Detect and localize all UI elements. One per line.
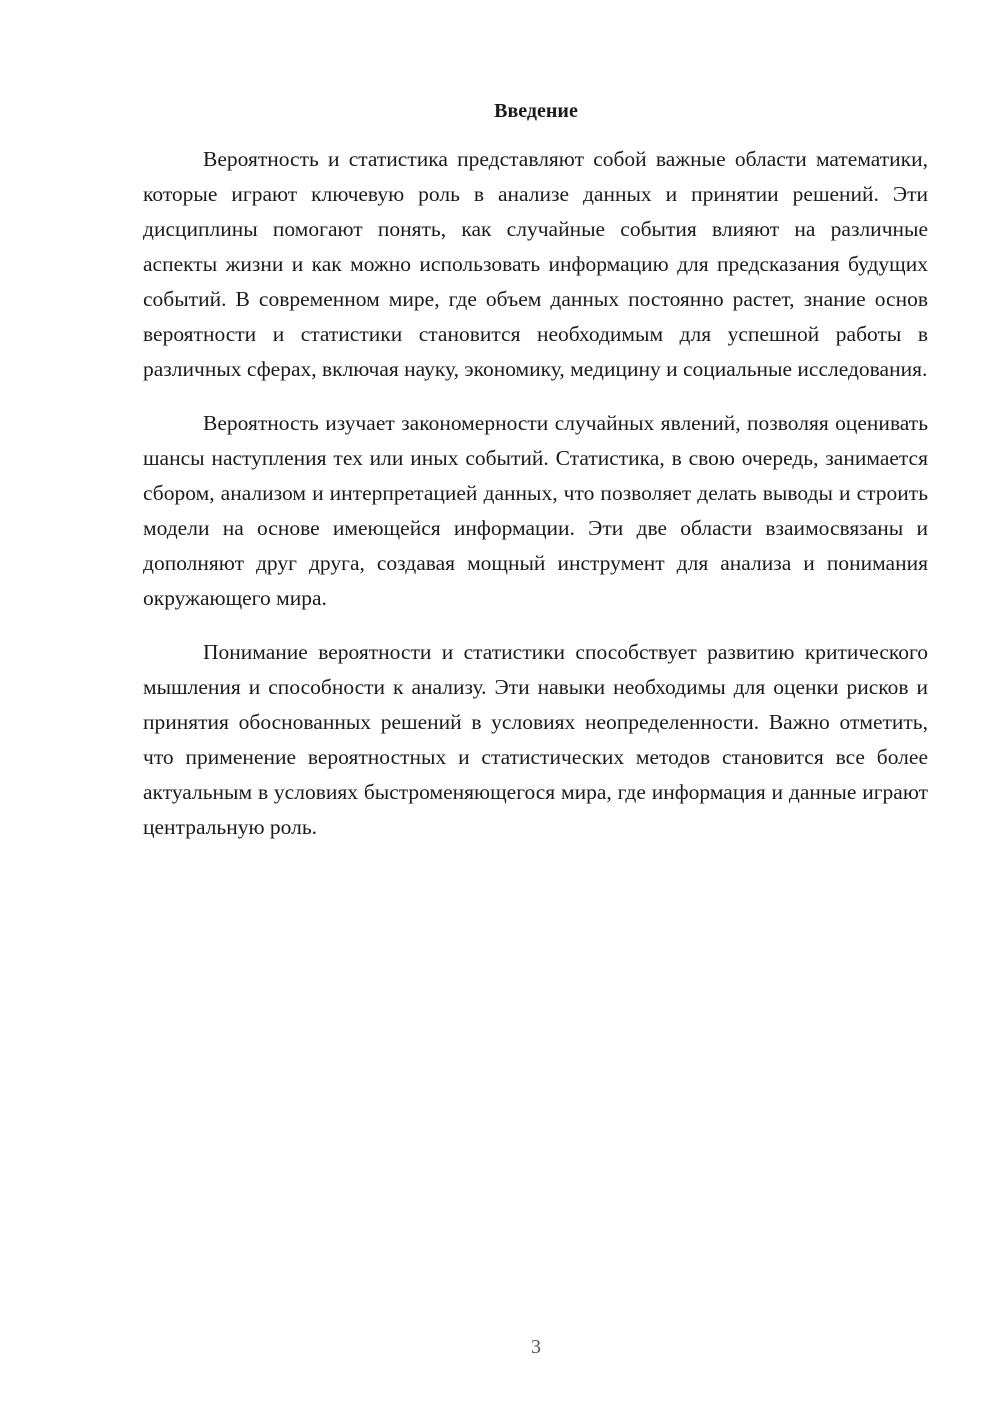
page-number: 3 [531,1336,541,1358]
paragraph-1: Вероятность и статистика представляют собой важные области математики, которые играют ключевую роль в анализе данных и принятии решений. Эти дисциплины помогают понять, как случайные события влияют на различные аспекты жизни и как можно использовать информацию для предсказания будущих событий. В современном мире, где объем данных постоянно растет, знание основ вероятности и статистики становится необходимым для успешной работы в различных сферах, включая науку, экономику, медицину и социальные исследования. [143,147,928,381]
section-heading: Введение [494,100,578,122]
paragraph-3: Понимание вероятности и статистики способствует развитию критического мышления и способности к анализу. Эти навыки необходимы для оценки рисков и принятия обоснованных решений в условиях неопределенности. Важно отметить, что применение вероятностных и статистических методов становится все более актуальным в условиях быстроменяющегося мира, где информация и данные играют центральную роль. [143,640,928,839]
body-text [143,142,928,864]
paragraph-2: Вероятность изучает закономерности случайных явлений, позволяя оценивать шансы наступления тех или иных событий. Статистика, в свою очередь, занимается сбором, анализом и интерпретацией данных, что позволяет делать выводы и строить модели на основе имеющейся информации. Эти две области взаимосвязаны и дополняют друг друга, создавая мощный инструмент для анализа и понимания окружающего мира. [143,411,928,610]
